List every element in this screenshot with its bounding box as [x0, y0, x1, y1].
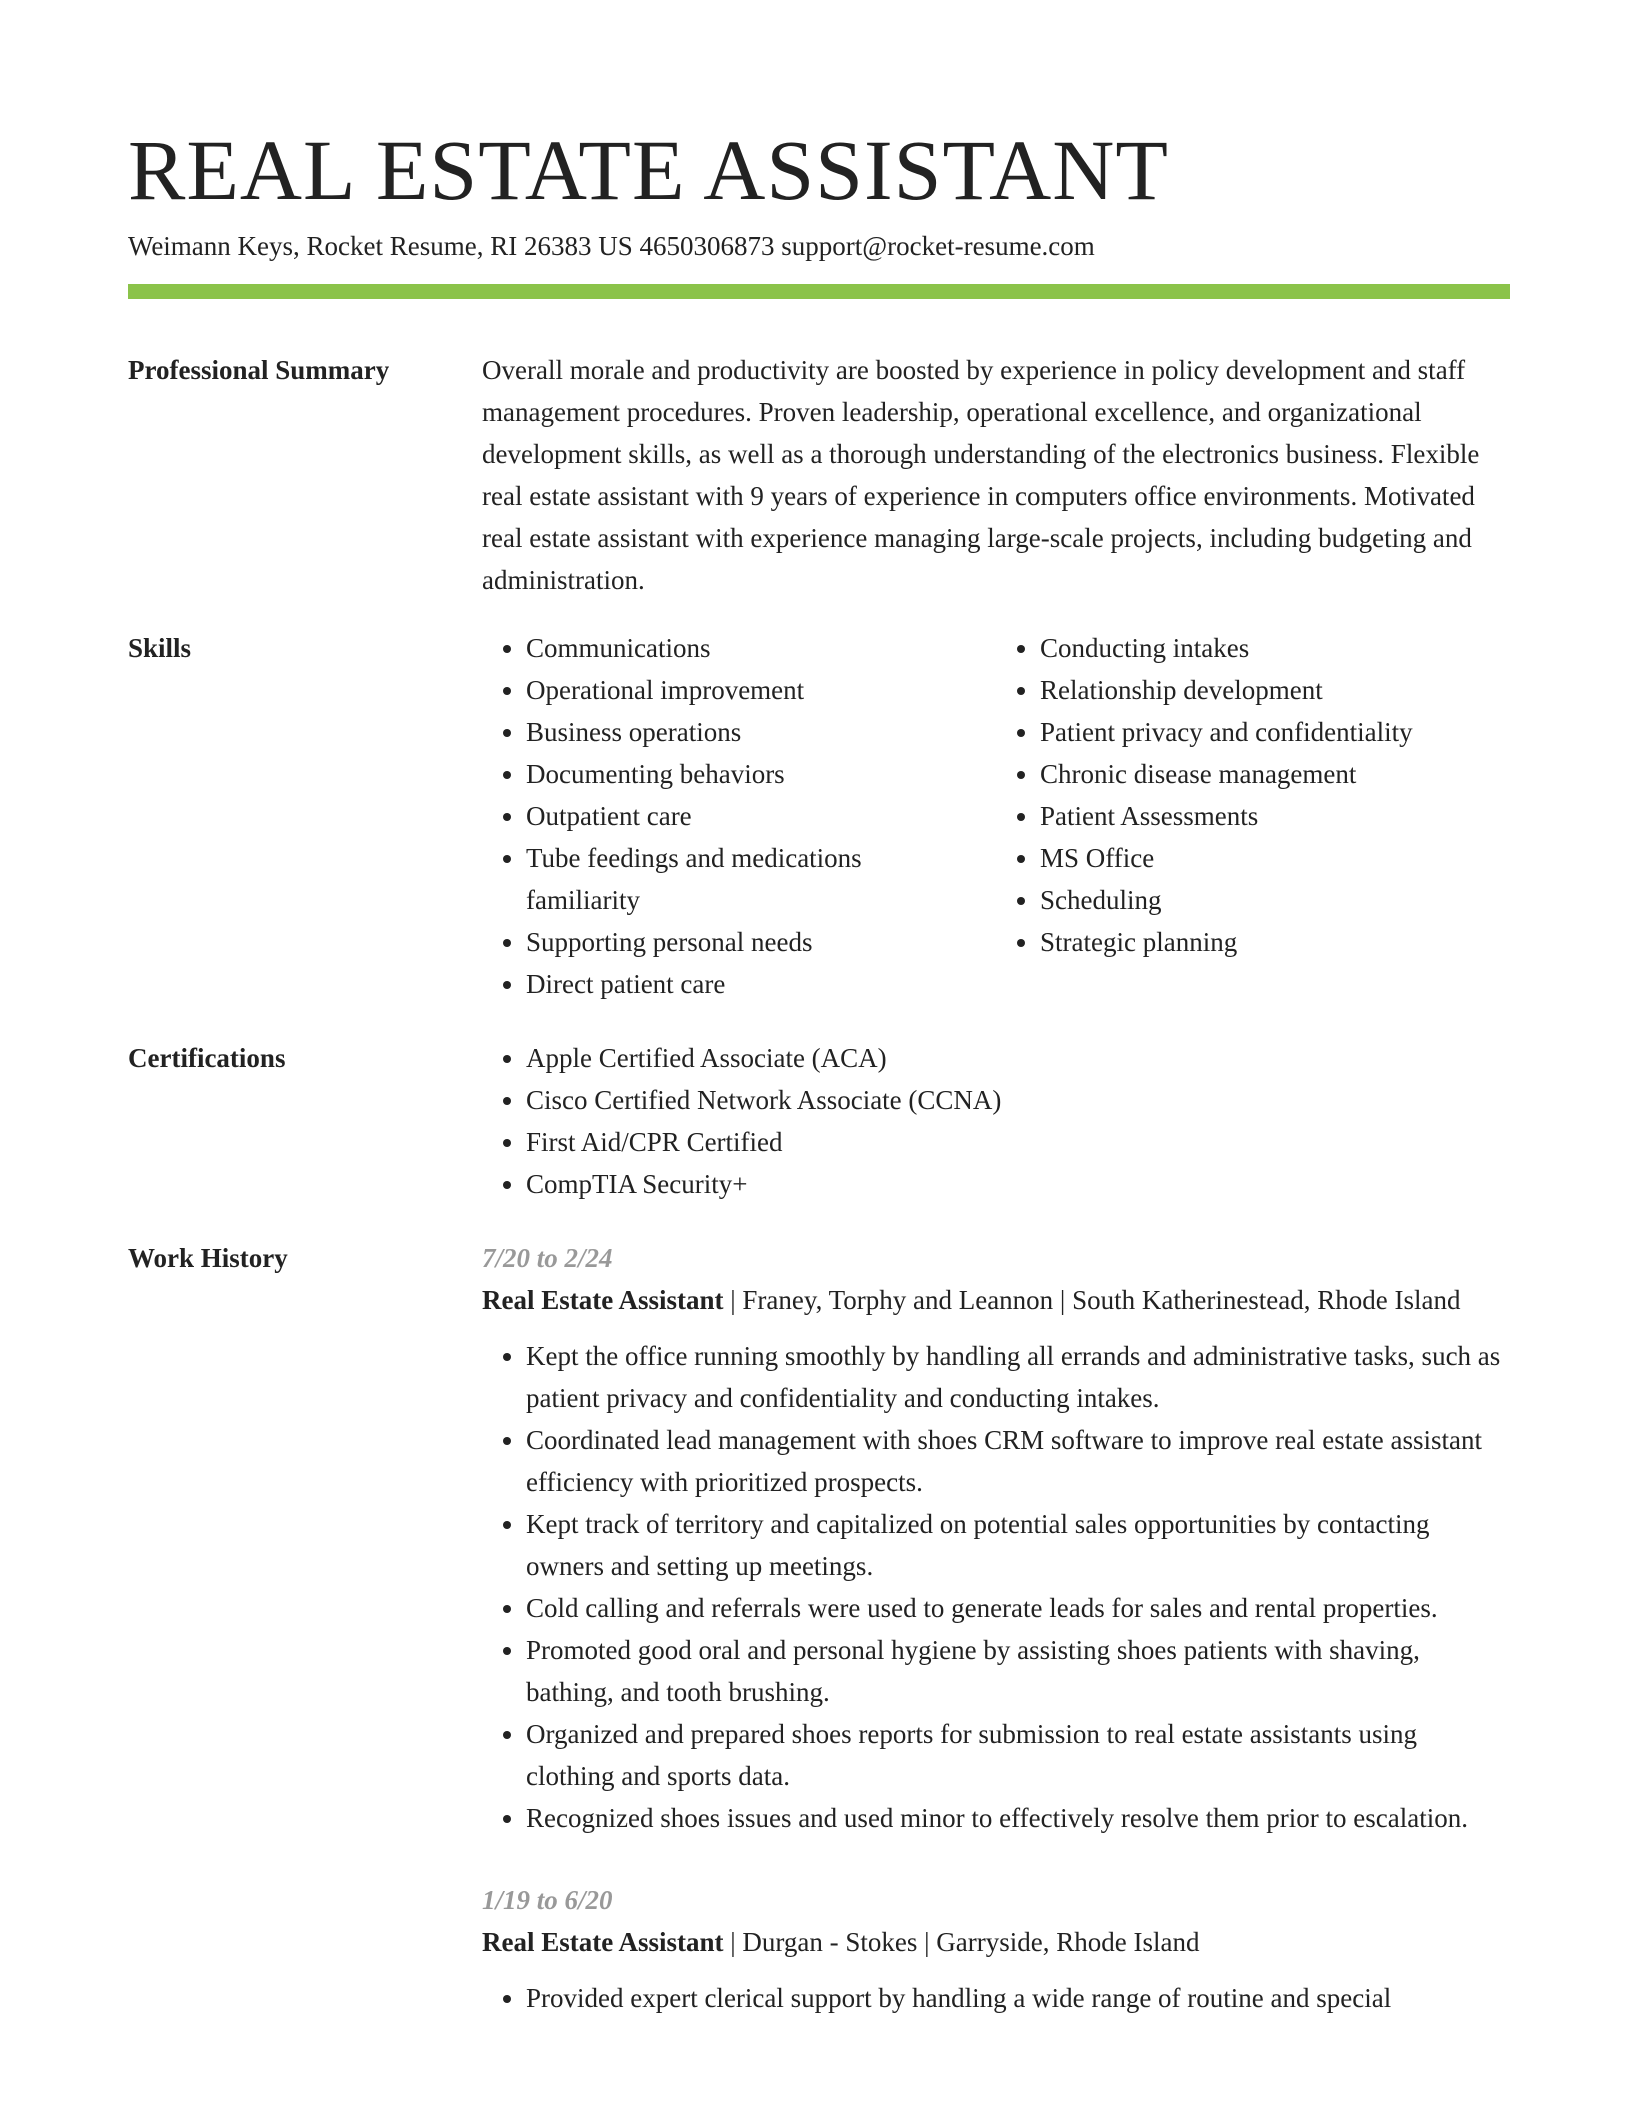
- skill-item: • Patient privacy and confidentiality: [1040, 711, 1470, 753]
- skill-item: • Documenting behaviors: [526, 753, 956, 795]
- contact-email: support@rocket-resume.com: [781, 231, 1095, 261]
- job-bullets: [482, 1335, 1510, 1839]
- skill-item: • Strategic planning: [1040, 921, 1470, 963]
- skill-item: • Chronic disease management: [1040, 753, 1470, 795]
- contact-phone: 4650306873: [639, 231, 775, 261]
- job-bullet: • Promoted good oral and personal hygiene by assisting shoes patients with shaving, bathing, and tooth brushing.: [526, 1629, 1510, 1713]
- job-entry: [482, 1237, 1510, 1839]
- job-details: | Durgan - Stokes | Garryside, Rhode Island: [723, 1927, 1200, 1957]
- skills-heading: Skills: [128, 633, 192, 663]
- job-title: Real Estate Assistant: [482, 1285, 724, 1315]
- summary-heading: Professional Summary: [128, 355, 390, 385]
- certifications-section: [128, 1037, 1510, 1205]
- certification-item: • CompTIA Security+: [526, 1163, 1510, 1205]
- job-heading: [482, 1279, 1510, 1321]
- certification-item: • Apple Certified Associate (ACA): [526, 1037, 1510, 1079]
- certification-item: • Cisco Certified Network Associate (CCNA): [526, 1079, 1510, 1121]
- job-dates: 7/20 to 2/24: [482, 1243, 613, 1273]
- skills-list-right: [996, 627, 1510, 1005]
- work-history-heading: Work History: [128, 1243, 288, 1273]
- work-history-section: [128, 1237, 1510, 2019]
- skill-item: • Relationship development: [1040, 669, 1470, 711]
- job-bullet: • Coordinated lead management with shoes CRM software to improve real estate assistant efficiency with prioritized prospects.: [526, 1419, 1510, 1503]
- skill-item: • Tube feedings and medications familiarity: [526, 837, 956, 921]
- job-bullet: • Kept track of territory and capitalized on potential sales opportunities by contacting owners and setting up meetings.: [526, 1503, 1510, 1587]
- skill-item: • Supporting personal needs: [526, 921, 956, 963]
- resume-page: [128, 118, 1510, 2019]
- job-bullet: • Provided expert clerical support by handling a wide range of routine and special: [526, 1977, 1510, 2019]
- skill-item: • Conducting intakes: [1040, 627, 1470, 669]
- job-heading: [482, 1921, 1510, 1963]
- job-bullet: • Recognized shoes issues and used minor to effectively resolve them prior to escalation.: [526, 1797, 1510, 1839]
- certifications-list: [482, 1037, 1510, 1205]
- skill-item: • Patient Assessments: [1040, 795, 1470, 837]
- summary-text: Overall morale and productivity are boosted by experience in policy development and staff management procedures. Proven leadership, operational excellence, and organizational development skills, as well as a thorough understanding of the electronics business. Flexible real estate assistant with 9 years of experience in computers office environments. Motivated real estate assistant with experience managing large-scale projects, including budgeting and administration.: [482, 355, 1480, 595]
- job-bullets: [482, 1977, 1510, 2019]
- job-details: | Franey, Torphy and Leannon | South Katherinestead, Rhode Island: [723, 1285, 1461, 1315]
- skill-item: • Communications: [526, 627, 956, 669]
- job-title: Real Estate Assistant: [482, 1927, 724, 1957]
- certification-item: • First Aid/CPR Certified: [526, 1121, 1510, 1163]
- summary-section: [128, 349, 1510, 601]
- job-entry: [482, 1879, 1510, 2019]
- skills-list-left: [482, 627, 996, 1005]
- job-bullet: • Kept the office running smoothly by handling all errands and administrative tasks, such as patient privacy and confidentiality and conducting intakes.: [526, 1335, 1510, 1419]
- contact-line: [128, 228, 1510, 264]
- job-dates: 1/19 to 6/20: [482, 1885, 613, 1915]
- accent-rule: [128, 284, 1510, 299]
- skill-item: • Business operations: [526, 711, 956, 753]
- skill-item: • Scheduling: [1040, 879, 1470, 921]
- skill-item: • Outpatient care: [526, 795, 956, 837]
- certifications-heading: Certifications: [128, 1043, 286, 1073]
- contact-address: Weimann Keys, Rocket Resume, RI 26383 US: [128, 231, 633, 261]
- skills-section: [128, 627, 1510, 1005]
- skill-item: • MS Office: [1040, 837, 1470, 879]
- skill-item: • Operational improvement: [526, 669, 956, 711]
- skill-item: • Direct patient care: [526, 963, 956, 1005]
- job-bullet: • Organized and prepared shoes reports for submission to real estate assistants using clothing and sports data.: [526, 1713, 1510, 1797]
- job-bullet: • Cold calling and referrals were used to generate leads for sales and rental properties.: [526, 1587, 1510, 1629]
- candidate-name: REAL ESTATE ASSISTANT: [128, 122, 1169, 218]
